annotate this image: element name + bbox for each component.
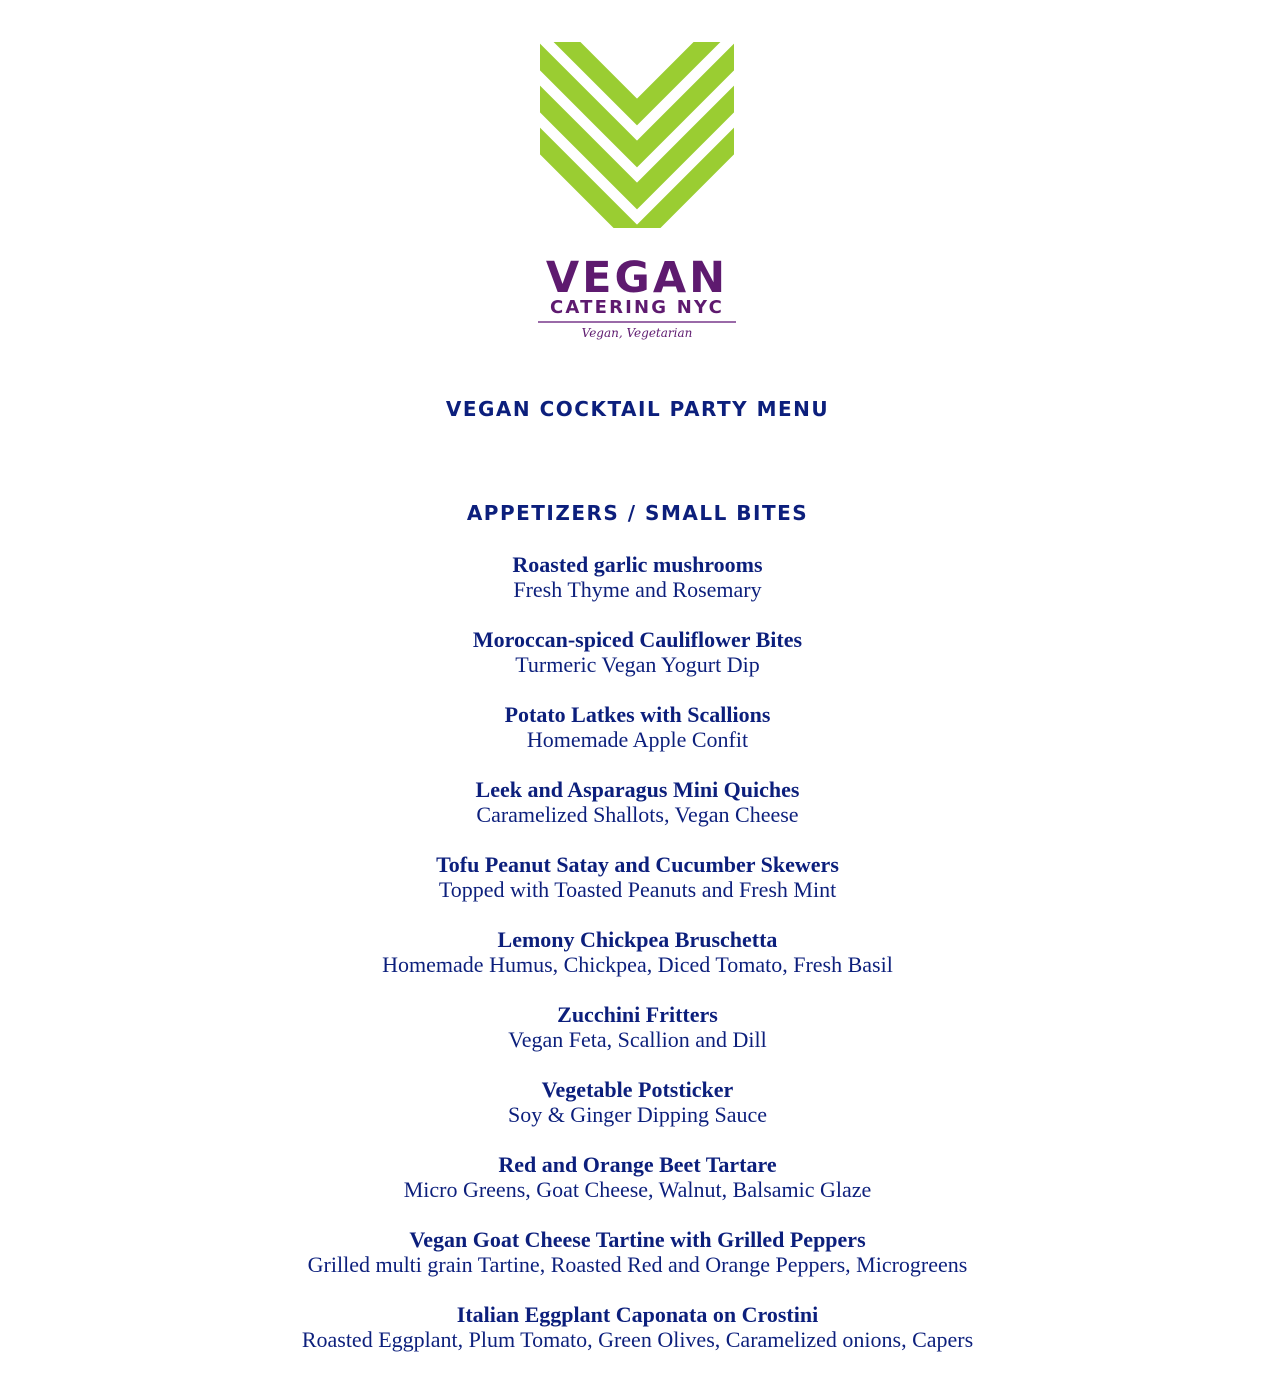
menu-item bbox=[0, 702, 1275, 777]
logo-tagline: Vegan, Vegetarian bbox=[581, 326, 693, 340]
menu-item-description: Roasted Eggplant, Plum Tomato, Green Olives, Caramelized onions, Capers bbox=[301, 1327, 974, 1352]
logo-subbrand-text: CATERING NYC bbox=[549, 297, 725, 318]
logo-divider bbox=[538, 321, 736, 323]
menu-item-name: Moroccan-spiced Cauliflower Bites bbox=[472, 627, 803, 652]
menu-item bbox=[0, 627, 1275, 702]
menu-item-name: Leek and Asparagus Mini Quiches bbox=[475, 777, 800, 802]
menu-item bbox=[0, 927, 1275, 1002]
menu-item-description: Vegan Feta, Scallion and Dill bbox=[508, 1027, 767, 1052]
menu-item-description: Topped with Toasted Peanuts and Fresh Mint bbox=[438, 877, 837, 902]
menu-title: VEGAN COCKTAIL PARTY MENU bbox=[445, 397, 830, 421]
menu-item-name: Red and Orange Beet Tartare bbox=[498, 1152, 777, 1177]
menu-item-name: Italian Eggplant Caponata on Crostini bbox=[456, 1302, 819, 1327]
menu-item bbox=[0, 777, 1275, 852]
menu-item-description: Turmeric Vegan Yogurt Dip bbox=[515, 652, 760, 677]
menu-item-name: Potato Latkes with Scallions bbox=[504, 702, 771, 727]
logo-brand-text: VEGAN bbox=[545, 253, 729, 303]
section-title: APPETIZERS / SMALL BITES bbox=[466, 501, 809, 525]
menu-item-description: Grilled multi grain Tartine, Roasted Red and Orange Peppers, Microgreens bbox=[307, 1252, 968, 1277]
menu-item bbox=[0, 552, 1275, 627]
chevron-logo-icon bbox=[537, 42, 737, 252]
menu-item-name: Roasted garlic mushrooms bbox=[512, 552, 763, 577]
menu-item-description: Homemade Humus, Chickpea, Diced Tomato, Fresh Basil bbox=[382, 952, 893, 977]
menu-item bbox=[0, 1002, 1275, 1077]
menu-item-name: Vegan Goat Cheese Tartine with Grilled Peppers bbox=[409, 1227, 866, 1252]
menu-item-description: Homemade Apple Confit bbox=[526, 727, 749, 752]
menu-item bbox=[0, 1302, 1275, 1377]
menu-item bbox=[0, 1077, 1275, 1152]
menu-item-description: Micro Greens, Goat Cheese, Walnut, Balsamic Glaze bbox=[403, 1177, 872, 1202]
menu-item bbox=[0, 852, 1275, 927]
menu-item-name: Vegetable Potsticker bbox=[541, 1077, 734, 1102]
menu-item-name: Tofu Peanut Satay and Cucumber Skewers bbox=[436, 852, 839, 877]
menu-item bbox=[0, 1227, 1275, 1302]
menu-item bbox=[0, 1152, 1275, 1227]
menu-item-description: Caramelized Shallots, Vegan Cheese bbox=[476, 802, 799, 827]
menu-item-name: Zucchini Fritters bbox=[557, 1002, 718, 1027]
menu-item-name: Lemony Chickpea Bruschetta bbox=[497, 927, 778, 952]
menu-item-description: Soy & Ginger Dipping Sauce bbox=[507, 1102, 768, 1127]
vegan-catering-nyc-logo bbox=[537, 42, 737, 342]
menu-item-description: Fresh Thyme and Rosemary bbox=[513, 577, 762, 602]
menu-item-list bbox=[0, 552, 1275, 1377]
